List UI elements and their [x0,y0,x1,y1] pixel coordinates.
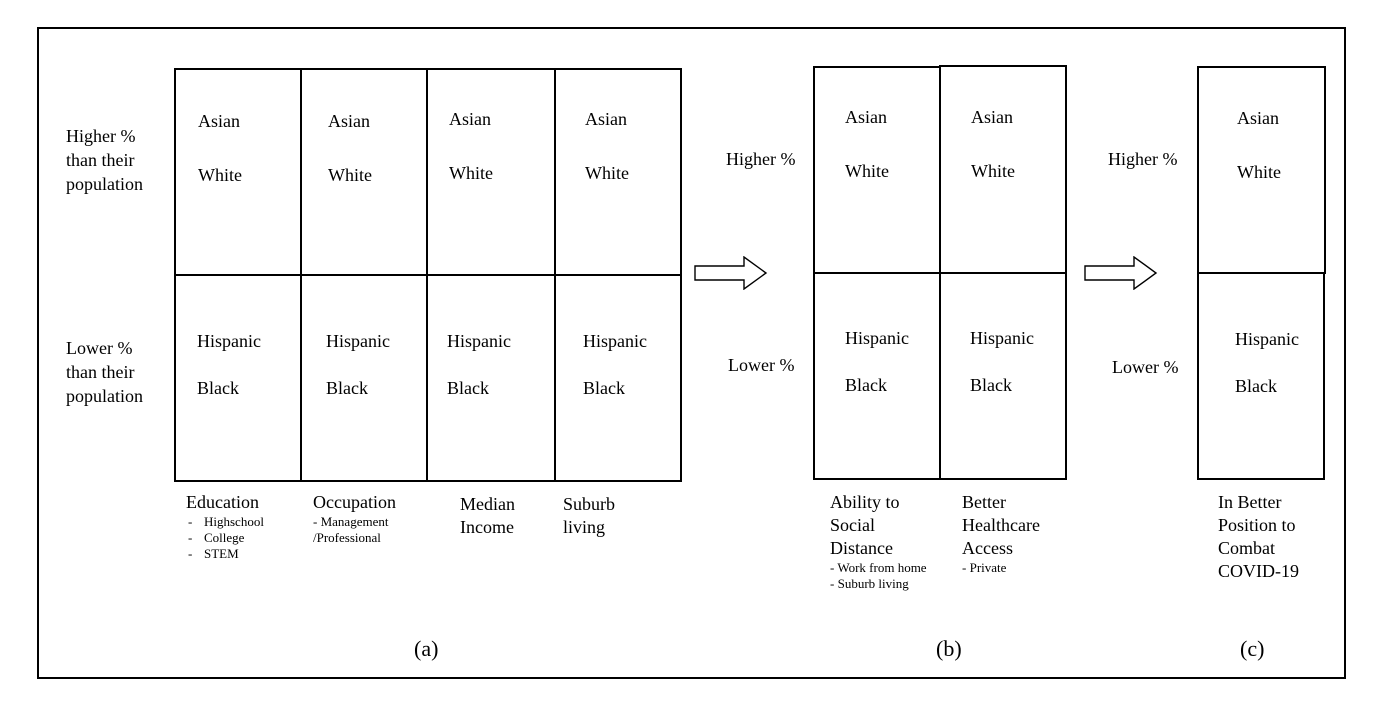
social-distance-item: - Suburb living [830,576,909,591]
cell-group-18: White [845,161,889,181]
cell-group-19: Hispanic [845,328,909,348]
panel-a-lower-label: Lower % than their population [66,338,143,406]
education-item: - STEM [188,546,239,561]
cell-group-25: Asian [1237,108,1279,128]
arrow-right-icon [1084,256,1158,290]
education-item: - College [188,530,245,545]
panel-a-caption: (a) [414,636,439,661]
cell-group-22: White [971,161,1015,181]
cell-group-2: White [198,165,242,185]
panel-b-caption: (b) [936,636,962,661]
cell-group-28: Black [1235,376,1277,396]
healthcare-item: - Private [962,560,1007,575]
panel-a-col3-bottom-box [426,274,556,482]
cell-group-7: Hispanic [326,331,390,351]
cell-group-4: Black [197,378,239,398]
cell-group-12: Black [447,378,489,398]
cell-group-6: White [328,165,372,185]
cell-group-26: White [1237,162,1281,182]
arrow-right-icon [694,256,768,290]
cell-group-16: Black [583,378,625,398]
panel-c-col-label [1218,491,1308,583]
cell-group-1: Asian [198,111,240,131]
social-distance-title: Ability to Social Distance [830,492,900,558]
cell-group-11: Hispanic [447,331,511,351]
panel-b-higher-label: Higher % [726,149,796,169]
occupation-title: Occupation [313,492,396,512]
cell-group-8: Black [326,378,368,398]
panel-a-col2-label [313,491,425,546]
panel-a-col1-label [186,491,298,562]
cell-group-27: Hispanic [1235,329,1299,349]
panel-c-caption: (c) [1240,636,1265,661]
median-income-title: Median Income [460,494,515,537]
panel-b-col1-label [830,491,930,592]
cell-group-24: Black [970,375,1012,395]
covid-position-title: In Better Position to Combat COVID-19 [1218,492,1299,581]
cell-group-15: Hispanic [583,331,647,351]
social-distance-item: - Work from home [830,560,927,575]
panel-a-col4-label [563,493,633,539]
cell-group-23: Hispanic [970,328,1034,348]
cell-group-20: Black [845,375,887,395]
panel-b-col2-label [962,491,1062,576]
suburb-living-title: Suburb living [563,494,616,537]
healthcare-title: Better Healthcare Access [962,492,1040,558]
education-item: - Highschool [188,514,264,529]
cell-group-14: White [585,163,629,183]
panel-a-higher-label: Higher % than their population [66,126,143,194]
cell-group-10: White [449,163,493,183]
panel-c-higher-label: Higher % [1108,149,1178,169]
cell-group-13: Asian [585,109,627,129]
cell-group-17: Asian [845,107,887,127]
education-title: Education [186,492,259,512]
cell-group-3: Hispanic [197,331,261,351]
panel-c-lower-label: Lower % [1112,357,1179,377]
occupation-item: - Management /Professional [313,514,389,545]
cell-group-9: Asian [449,109,491,129]
panel-b-lower-label: Lower % [728,355,795,375]
panel-a-col3-label [460,493,540,539]
cell-group-5: Asian [328,111,370,131]
cell-group-21: Asian [971,107,1013,127]
